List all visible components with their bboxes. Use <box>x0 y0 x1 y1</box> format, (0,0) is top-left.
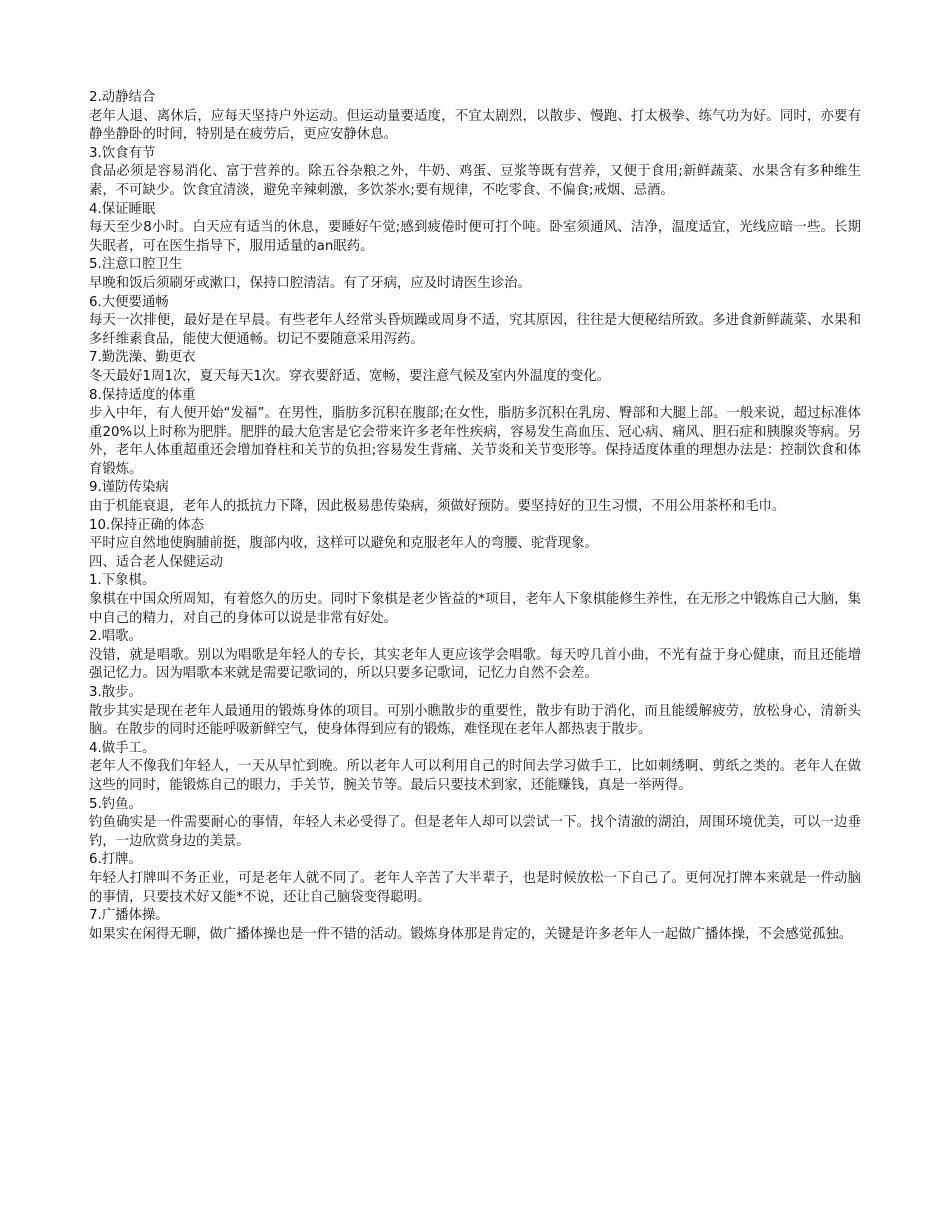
paragraph: 钓鱼确实是一件需要耐心的事情，年轻人未必受得了。但是老年人却可以尝试一下。找个清澈的湖泊，周围环境优美，可以一边垂钓，一边欣赏身边的美景。 <box>89 815 861 849</box>
paragraph: 散步其实是现在老年人最通用的锻炼身体的项目。可别小瞧散步的重要性，散步有助于消化，而且能缓解疲劳，放松身心，清新头脑。在散步的同时还能呼吸新鲜空气，使身体得到应有的锻炼，难怪现在老年人都热衷于散步。 <box>89 703 861 738</box>
section-heading: 10.保持正确的体态 <box>89 517 205 533</box>
paragraph: 冬天最好1周1次，夏天每天1次。穿衣要舒适、宽畅，要注意气候及室内外温度的变化。 <box>89 368 611 384</box>
chapter-heading: 四、适合老人保健运动 <box>89 554 223 570</box>
paragraph: 平时应自然地使胸脯前挺，腹部内收，这样可以避免和克服老年人的弯腰、驼背现象。 <box>89 536 598 552</box>
section-heading: 2.动静结合 <box>89 90 156 105</box>
paragraph: 如果实在闲得无聊，做广播体操也是一件不错的活动。锻炼身体那是肯定的，关键是许多老年人一起做广播体操，不会感觉孤独。 <box>89 926 853 942</box>
paragraph: 早晚和饭后须刷牙或漱口，保持口腔清洁。有了牙病，应及时请医生诊治。 <box>89 275 531 291</box>
section-heading: 8.保持适度的体重 <box>89 387 196 403</box>
section-heading: 4.保证睡眠 <box>89 201 156 217</box>
paragraph: 步入中年，有人便开始“发福”。在男性，脂肪多沉积在腹部;在女性，脂肪多沉积在乳房、臀部和大腿上部。一般来说，超过标准体重20%以上时称为肥胖。肥胖的最大危害是它会带来许多老年性疾病，容易发生高血压、冠心病、痛风、胆石症和胰腺炎等病。另外，老年人体重超重还会增加脊柱和关节的负担;容易发生背痛、关节炎和关节变形等。保持适度体重的理想办法是：控制饮食和体育锻炼。 <box>89 406 861 477</box>
section-heading: 9.谨防传染病 <box>89 480 169 496</box>
paragraph: 没错，就是唱歌。别以为唱歌是年轻人的专长，其实老年人更应该学会唱歌。每天哼几首小曲，不光有益于身心健康，而且还能增强记忆力。因为唱歌本来就是需要记歌词的，所以只要多记歌词，记忆力自然不会差。 <box>89 647 861 682</box>
document-body <box>89 89 861 944</box>
section-heading: 4.做手工。 <box>89 740 156 756</box>
paragraph: 老年人退、离休后，应每天坚持户外运动。但运动量要适度，不宜太剧烈，以散步、慢跑、打太极拳、练气功为好。同时，亦要有静坐静卧的时间，特别是在疲劳后，更应安静休息。 <box>89 108 861 143</box>
paragraph: 年轻人打牌叫不务正业，可是老年人就不同了。老年人辛苦了大半辈子，也是时候放松一下自己了。更何况打牌本来就是一件动脑的事情，只要技术好又能*不说，还让自己脑袋变得聪明。 <box>89 870 861 905</box>
section-heading: 5.注意口腔卫生 <box>89 257 183 273</box>
section-heading: 2.唱歌。 <box>89 629 142 645</box>
section-heading: 1.下象棋。 <box>89 573 156 589</box>
paragraph: 每天至少8小时。白天应有适当的休息，要睡好午觉;感到疲倦时便可打个吨。卧室须通风、洁净，温度适宜，光线应暗一些。长期失眠者，可在医生指导下，服用适量的an眠药。 <box>89 220 861 254</box>
section-heading: 6.大便要通畅 <box>89 294 169 310</box>
section-heading: 7.勤洗澡、勤更衣 <box>89 350 196 366</box>
paragraph: 老年人不像我们年轻人，一天从早忙到晚。所以老年人可以利用自己的时间去学习做手工，比如刺绣啊、剪纸之类的。老年人在做这些的同时，能锻炼自己的眼力，手关节，腕关节等。最后只要技术到家，还能赚钱，真是一举两得。 <box>89 759 861 793</box>
section-heading: 6.打牌。 <box>89 852 142 868</box>
section-heading: 3.散步。 <box>89 685 142 700</box>
paragraph: 象棋在中国众所周知，有着悠久的历史。同时下象棋是老少皆益的*项目，老年人下象棋能修生养性，在无形之中锻炼自己大脑，集中自己的精力，对自己的身体可以说是非常有好处。 <box>89 592 861 626</box>
paragraph: 每天一次排便，最好是在早晨。有些老年人经常头昏烦躁或周身不适，究其原因，往往是大便秘结所致。多进食新鲜蔬菜、水果和多纤维素食品，能使大便通畅。切记不要随意采用泻药。 <box>89 313 861 347</box>
section-heading: 5.钓鱼。 <box>89 796 142 812</box>
paragraph: 由于机能衰退，老年人的抵抗力下降，因此极易患传染病，须做好预防。要坚持好的卫生习惯，不用公用茶杯和毛巾。 <box>89 499 786 515</box>
section-heading: 3.饮食有节 <box>89 145 156 161</box>
paragraph: 食品必须是容易消化、富于营养的。除五谷杂粮之外，牛奶、鸡蛋、豆浆等既有营养，又便于食用;新鲜蔬菜、水果含有多种维生素，不可缺少。饮食宜清淡，避免辛辣刺激，多饮茶水;要有规律，不吃零食、不偏食;戒烟、忌酒。 <box>89 164 861 198</box>
section-heading: 7.广播体操。 <box>89 908 169 924</box>
